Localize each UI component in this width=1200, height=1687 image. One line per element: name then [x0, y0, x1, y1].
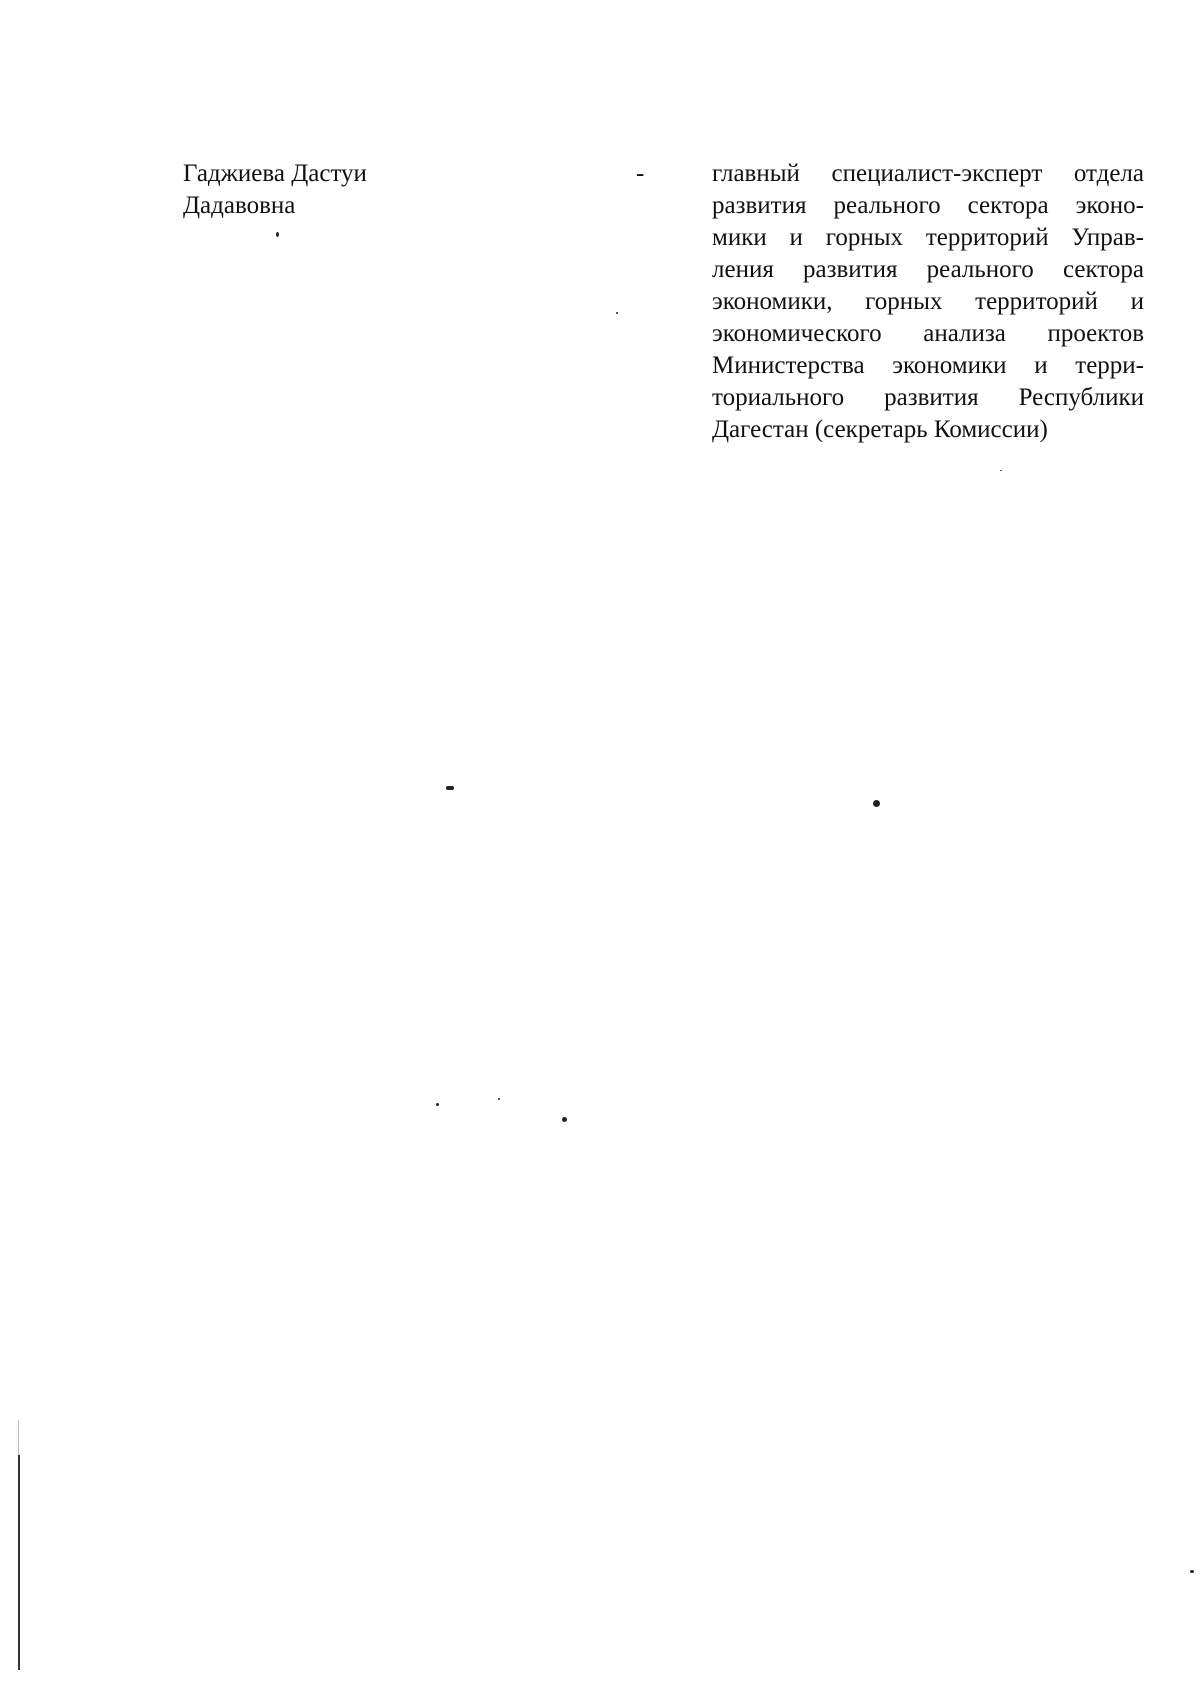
- scan-speck: [1190, 1570, 1194, 1573]
- position-line: Министерства экономики и терри-: [712, 352, 1144, 379]
- position-line: ления развития реального сектора: [712, 256, 1144, 283]
- scan-speck: [498, 1098, 500, 1100]
- separator-dash: -: [636, 160, 645, 187]
- scan-speck: [562, 1117, 567, 1122]
- position-line: Дагестан (секретарь Комиссии): [712, 416, 1048, 443]
- scan-speck: [1000, 470, 1002, 471]
- position-line: развития реального сектора эконо-: [712, 192, 1144, 219]
- member-position: [712, 158, 1144, 446]
- scan-speck: [616, 312, 618, 314]
- scan-speck: [446, 786, 454, 790]
- position-line: главный специалист-эксперт отдела: [712, 160, 1144, 187]
- position-line: ториального развития Республики: [712, 384, 1144, 411]
- member-patronymic: Дадавовна: [183, 192, 296, 219]
- member-name: [183, 158, 483, 222]
- scan-edge-line: [18, 1420, 19, 1455]
- member-surname-firstname: Гаджиева Дастуи: [183, 160, 367, 187]
- scan-speck: [436, 1103, 439, 1106]
- position-line: мики и горных территорий Управ-: [712, 224, 1144, 251]
- scan-speck: [873, 800, 880, 807]
- scan-speck: [276, 232, 279, 237]
- scan-edge-line: [18, 1455, 20, 1670]
- position-line: экономического анализа проектов: [712, 320, 1144, 347]
- position-line: экономики, горных территорий и: [712, 288, 1144, 315]
